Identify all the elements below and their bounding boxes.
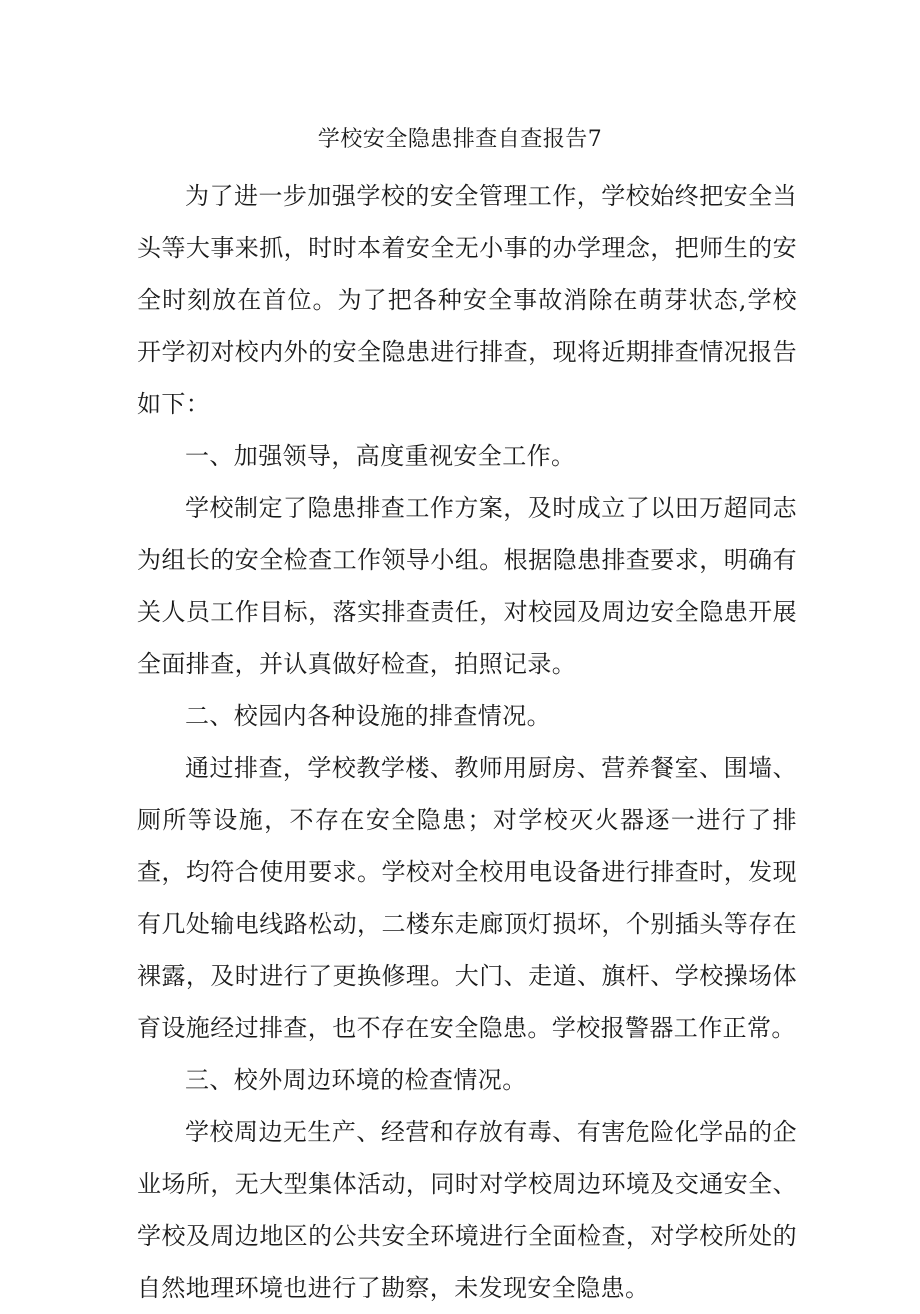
leadership-paragraph: 学校制定了隐患排查工作方案，及时成立了以田万超同志为组长的安全检查工作领导小组。根据隐患排查要求，明确有关人员工作目标，落实排查责任，对校园及周边安全隐患开展全面排查，并认真做好检查，拍照记录。 bbox=[137, 494, 797, 678]
intro-paragraph: 为了进一步加强学校的安全管理工作，学校始终把安全当头等大事来抓，时时本着安全无小事的办学理念，把师生的安全时刻放在首位。为了把各种安全事故消除在萌芽状态,学校开学初对校内外的安全隐患进行排查，现将近期排查情况报告如下： bbox=[137, 182, 797, 418]
section-heading-leadership: 一、加强领导，高度重视安全工作。 bbox=[185, 442, 576, 470]
section-heading-facilities: 二、校园内各种设施的排查情况。 bbox=[185, 702, 551, 730]
section-heading-surroundings: 三、校外周边环境的检查情况。 bbox=[185, 1066, 527, 1094]
document-body bbox=[137, 170, 797, 1314]
document-title: 学校安全隐患排查自查报告7 bbox=[317, 127, 603, 152]
facilities-paragraph: 通过排查，学校教学楼、教师用厨房、营养餐室、围墙、厕所等设施，不存在安全隐患；对学校灭火器逐一进行了排查，均符合使用要求。学校对全校用电设备进行排查时，发现有几处输电线路松动，二楼东走廊顶灯损坏，个别插头等存在裸露，及时进行了更换修理。大门、走道、旗杆、学校操场体育设施经过排查，也不存在安全隐患。学校报警器工作正常。 bbox=[137, 754, 797, 1042]
surroundings-paragraph: 学校周边无生产、经营和存放有毒、有害危险化学品的企业场所，无大型集体活动，同时对学校周边环境及交通安全、学校及周边地区的公共安全环境进行全面检查，对学校所处的自然地理环境也进行了勘察，未发现安全隐患。 bbox=[137, 1118, 797, 1302]
